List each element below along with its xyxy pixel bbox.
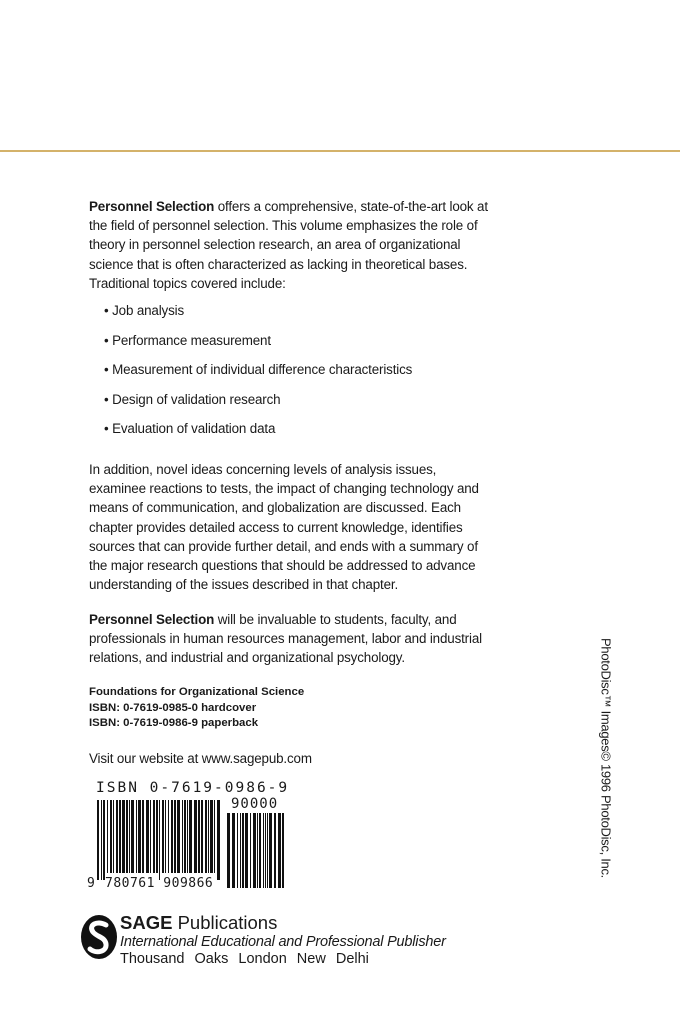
barcode-bar	[129, 800, 130, 873]
photo-credit: PhotoDisc™ Images© 1996 PhotoDisc, Inc.	[598, 638, 614, 878]
barcode-bar	[278, 813, 281, 888]
barcode-bar	[245, 813, 248, 888]
barcode-bar	[136, 800, 137, 873]
publisher-name-bold: SAGE	[120, 912, 173, 933]
barcode-bar	[168, 800, 169, 873]
barcode-bar	[269, 813, 272, 888]
audience-paragraph	[89, 610, 489, 668]
list-item: • Evaluation of validation data	[104, 421, 276, 436]
barcode-bar	[156, 800, 158, 873]
barcode-bar	[142, 800, 144, 873]
top-rule	[0, 150, 680, 152]
barcode-bar	[110, 800, 112, 873]
barcode-bar	[126, 800, 128, 873]
isbn-paperback: ISBN: 0-7619-0986-9 paperback	[89, 717, 259, 730]
barcode-bar	[194, 800, 197, 873]
barcode-bar	[162, 800, 164, 873]
list-item: • Job analysis	[104, 303, 184, 318]
sage-logo-icon	[79, 912, 119, 962]
website-line: Visit our website at www.sagepub.com	[89, 751, 312, 766]
barcode-bar	[263, 813, 264, 888]
barcode-bar	[113, 800, 114, 873]
barcode-bar	[198, 800, 200, 873]
barcode-bar	[101, 800, 102, 880]
topics-list	[104, 301, 412, 449]
barcode-bar	[138, 800, 141, 873]
barcode-bar	[153, 800, 155, 873]
barcode-bar	[177, 800, 180, 873]
barcode-bar	[187, 800, 188, 873]
barcode-digits: 780761 909866	[105, 876, 214, 891]
barcode-isbn-label: ISBN 0-7619-0986-9	[96, 780, 290, 796]
barcode-bar	[131, 800, 134, 873]
barcode-bar	[250, 813, 251, 888]
intro-title: Personnel Selection	[89, 199, 215, 214]
list-item: • Performance measurement	[104, 332, 271, 348]
barcode-bar	[174, 800, 176, 873]
barcode-bar	[97, 800, 99, 880]
barcode-bar	[257, 813, 258, 888]
barcode-bar	[267, 813, 268, 888]
audience-title: Personnel Selection	[89, 612, 215, 627]
barcode-bar	[146, 800, 149, 873]
publisher-name-rest: Publications	[172, 912, 278, 933]
barcode-bar	[237, 813, 238, 888]
barcode-bar	[242, 813, 244, 888]
list-item: • Measurement of individual difference characteristics	[104, 362, 413, 377]
barcode-bar	[259, 813, 261, 888]
barcode-bar	[182, 800, 183, 873]
barcode-bar	[232, 813, 235, 888]
barcode-bar	[214, 800, 215, 873]
barcode-bar	[150, 800, 151, 873]
barcode-bar	[171, 800, 173, 873]
barcode-bar	[265, 813, 266, 888]
barcode-bar	[208, 800, 209, 873]
publisher-tagline: International Educational and Professional Publisher	[120, 934, 446, 950]
barcode-bar	[240, 813, 241, 888]
barcode-first-digit: 9	[87, 876, 95, 891]
book-info	[89, 685, 304, 732]
barcode-bar	[201, 800, 203, 873]
publisher-cities: Thousand Oaks London New Delhi	[120, 951, 369, 967]
barcode-bar	[165, 800, 166, 873]
barcode-bar	[227, 813, 230, 888]
intro-text: offers a comprehensive, state-of-the-art look at the field of personnel selection. This volume emphasizes the role of theory in personnel selection research, an area of organizational science that is often characterized as lacking in theoretical bases. Traditional topics covered include:	[89, 199, 488, 291]
publisher-name	[120, 912, 277, 934]
barcode-bar	[274, 813, 276, 888]
barcode-addon-digits: 90000	[231, 796, 279, 812]
barcode-bar	[116, 800, 118, 873]
barcode-bar	[107, 800, 108, 873]
isbn-hardcover: ISBN: 0-7619-0985-0 hardcover	[89, 701, 257, 714]
barcode-bar	[184, 800, 186, 873]
barcode-bar	[217, 800, 220, 880]
description-text: In addition, novel ideas concerning levels of analysis issues, examinee reactions to tests, the impact of changing technology and means of communication, and globalization are discussed. Each chapter provides detailed access to current knowledge, identifies sources that can provide further detail, and ends with a summary of the major research questions that should be addressed to advance understanding of the issues described in that chapter.	[89, 462, 479, 593]
barcode-bar	[159, 800, 160, 880]
barcode-bar	[103, 800, 105, 880]
barcode-bar	[282, 813, 284, 888]
barcode-bar	[205, 800, 207, 873]
barcode-bar	[119, 800, 121, 873]
barcode-bar	[253, 813, 256, 888]
barcode-bar	[210, 800, 213, 873]
list-item: • Design of validation research	[104, 391, 281, 407]
series-name: Foundations for Organizational Science	[89, 686, 305, 698]
description-paragraph	[89, 460, 489, 594]
audience-text: will be invaluable to students, faculty, and professionals in human resources management, labor and industrial relations, and industrial and organizational psychology.	[89, 612, 482, 666]
intro-paragraph	[89, 197, 489, 293]
barcode-bar	[189, 800, 192, 873]
barcode-bar	[122, 800, 125, 873]
